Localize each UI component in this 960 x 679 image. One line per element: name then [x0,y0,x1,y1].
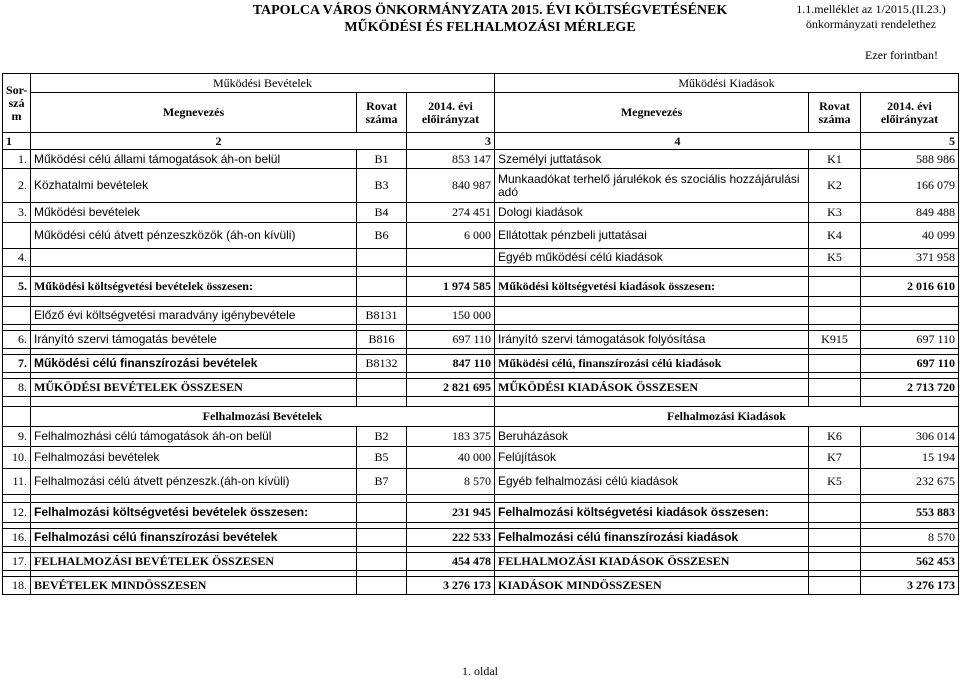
table-row [3,577,959,595]
col-num: 5 [861,133,959,150]
expense-amount: 697 110 [861,355,959,373]
income-amount: 222 533 [407,529,495,547]
balance-table [2,73,959,595]
income-amount: 183 375 [407,427,495,447]
income-name: Felhalmozási bevételek [31,447,357,469]
expense-name: Személyi juttatások [495,150,809,169]
table-row [3,553,959,571]
income-name: Felhalmozási célú átvett pénzeszk.(áh-on kívüli) [31,469,357,495]
income-code [357,503,407,523]
row-no: 9. [3,427,31,447]
income-code: B3 [357,169,407,203]
table-row [3,379,959,397]
expense-name: Felhalmozási költségvetési kiadások összesen: [495,503,809,523]
annex-reference [786,2,956,32]
expense-amount: 562 453 [861,553,959,571]
expense-amount: 588 986 [861,150,959,169]
income-amount: 274 451 [407,203,495,223]
row-no: 4. [3,249,31,267]
income-amount: 1 974 585 [407,277,495,297]
income-name: Felhalmozhási célú támogatások áh-on belül [31,427,357,447]
expense-name: Munkaadókat terhelő járulékok és szociális hozzájárulási adó [495,169,809,203]
income-name: Közhatalmi bevételek [31,169,357,203]
row-no: 8. [3,379,31,397]
income-amount: 40 000 [407,447,495,469]
income-code: B4 [357,203,407,223]
expense-name: FELHALMOZÁSI KIADÁSOK ÖSSZESEN [495,553,809,571]
capital-expense-group-header: Felhalmozási Kiadások [495,407,959,427]
income-name: Felhalmozási költségvetési bevételek összesen: [31,503,357,523]
expense-name: Dologi kiadások [495,203,809,223]
row-no: 2. [3,169,31,203]
income-amount: 697 110 [407,331,495,349]
income-code: B2 [357,427,407,447]
document-title [210,2,770,36]
expense-amount: 3 276 173 [861,577,959,595]
expense-amount: 697 110 [861,331,959,349]
income-code: B8132 [357,355,407,373]
title-line-1: TAPOLCA VÁROS ÖNKORMÁNYZATA 2015. ÉVI KÖLTSÉGVETÉSÉNEK [252,3,728,18]
expense-code: K6 [809,427,861,447]
row-no: 5. [3,277,31,297]
expense-amount: 849 488 [861,203,959,223]
income-name: Működési célú állami támogatások áh-on belül [31,150,357,169]
row-no: 12. [3,503,31,523]
income-code: B1 [357,150,407,169]
expense-code [809,503,861,523]
expense-code [809,355,861,373]
col-num: 3 [407,133,495,150]
expense-code [809,553,861,571]
table-row [3,223,959,249]
expense-amount: 232 675 [861,469,959,495]
expense-amount: 40 099 [861,223,959,249]
income-name [31,249,357,267]
income-amount: 454 478 [407,553,495,571]
income-code: B7 [357,469,407,495]
expense-name: Egyéb működési célú kiadások [495,249,809,267]
income-amount: 3 276 173 [407,577,495,595]
expense-code: K2 [809,169,861,203]
table-row [3,469,959,495]
expense-code-header: Rovat száma [809,93,861,133]
row-no [3,307,31,325]
annex-ref-line-1: 1.1.melléklet az 1/2015.(II.23.) [796,2,946,16]
expense-name: Beruházások [495,427,809,447]
income-code: B5 [357,447,407,469]
expense-group-header: Működési Kiadások [495,74,959,93]
expense-code: K5 [809,249,861,267]
expense-amount: 306 014 [861,427,959,447]
income-code: B6 [357,223,407,249]
table-row [3,355,959,373]
expense-code: K1 [809,150,861,169]
expense-amount: 371 958 [861,249,959,267]
expense-code: K4 [809,223,861,249]
expense-name: Működési célú, finanszírozási célú kiadások [495,355,809,373]
table-row [3,427,959,447]
income-name: Irányító szervi támogatás bevétele [31,331,357,349]
income-name: MŰKÖDÉSI BEVÉTELEK ÖSSZESEN [31,379,357,397]
income-code: B816 [357,331,407,349]
income-name: Működési bevételek [31,203,357,223]
row-no [3,223,31,249]
income-code [357,277,407,297]
expense-name: MŰKÖDÉSI KIADÁSOK ÖSSZESEN [495,379,809,397]
income-amount: 231 945 [407,503,495,523]
income-code [357,577,407,595]
title-line-2: MŰKÖDÉSI ÉS FELHALMOZÁSI MÉRLEGE [344,20,636,35]
income-code [357,249,407,267]
income-amount: 150 000 [407,307,495,325]
row-no: 6. [3,331,31,349]
row-no: 18. [3,577,31,595]
col-num: 1 [3,133,31,150]
row-no: 7. [3,355,31,373]
currency-note: Ezer forintban! [865,48,938,62]
income-amount [407,249,495,267]
income-name: Működési költségvetési bevételek összesen: [31,277,357,297]
capital-income-group-header: Felhalmozási Bevételek [31,407,495,427]
capital-group-row [3,407,959,427]
expense-code: K3 [809,203,861,223]
row-no: 10. [3,447,31,469]
table-row [3,447,959,469]
expense-code [809,277,861,297]
table-row [3,203,959,223]
table-row [3,529,959,547]
expense-name: Egyéb felhalmozási célú kiadások [495,469,809,495]
table-row [3,169,959,203]
income-amount-header: 2014. évi előirányzat [407,93,495,133]
expense-amount: 553 883 [861,503,959,523]
income-code [357,529,407,547]
expense-amount: 8 570 [861,529,959,547]
expense-amount: 2 016 610 [861,277,959,297]
expense-code: K5 [809,469,861,495]
expense-amount: 2 713 720 [861,379,959,397]
income-name: Működési célú átvett pénzeszközök (áh-on kívüli) [31,223,357,249]
expense-name: Ellátottak pénzbeli juttatásai [495,223,809,249]
income-name: Előző évi költségvetési maradvány igénybevétele [31,307,357,325]
income-name: Felhalmozási célú finanszírozási bevételek [31,529,357,547]
income-group-header: Működési Bevételek [31,74,495,93]
row-no: 1. [3,150,31,169]
table-row [3,503,959,523]
expense-name: Felújítások [495,447,809,469]
expense-name-header: Megnevezés [495,93,809,133]
income-code-header: Rovat száma [357,93,407,133]
expense-amount: 15 194 [861,447,959,469]
income-name-header: Megnevezés [31,93,357,133]
row-no: 3. [3,203,31,223]
expense-code: K7 [809,447,861,469]
income-amount: 853 147 [407,150,495,169]
income-amount: 840 987 [407,169,495,203]
expense-code [809,529,861,547]
expense-code [809,379,861,397]
table-row [3,307,959,325]
table-row [3,331,959,349]
page-number: 1. oldal [462,664,498,678]
income-name: BEVÉTELEK MINDÖSSZESEN [31,577,357,595]
income-amount: 2 821 695 [407,379,495,397]
annex-ref-line-2: önkormányzati rendelethez [805,17,937,31]
col-num: 2 [31,133,407,150]
expense-name: Irányító szervi támogatások folyósítása [495,331,809,349]
income-code: B8131 [357,307,407,325]
expense-amount-header: 2014. évi előirányzat [861,93,959,133]
expense-name: KIADÁSOK MINDÖSSZESEN [495,577,809,595]
income-amount: 6 000 [407,223,495,249]
table-row [3,277,959,297]
table-row [3,249,959,267]
table-row [3,150,959,169]
expense-name: Működési költségvetési kiadások összesen: [495,277,809,297]
income-name: Működési célú finanszírozási bevételek [31,355,357,373]
expense-name: Felhalmozási célú finanszírozási kiadások [495,529,809,547]
row-no: 17. [3,553,31,571]
col-num: 4 [495,133,861,150]
row-no: 16. [3,529,31,547]
expense-code [809,577,861,595]
income-name: FELHALMOZÁSI BEVÉTELEK ÖSSZESEN [31,553,357,571]
expense-code: K915 [809,331,861,349]
expense-amount: 166 079 [861,169,959,203]
row-no: 11. [3,469,31,495]
sorszam-header: Sor-szá m [3,74,31,133]
income-code [357,379,407,397]
income-amount: 8 570 [407,469,495,495]
income-amount: 847 110 [407,355,495,373]
income-code [357,553,407,571]
